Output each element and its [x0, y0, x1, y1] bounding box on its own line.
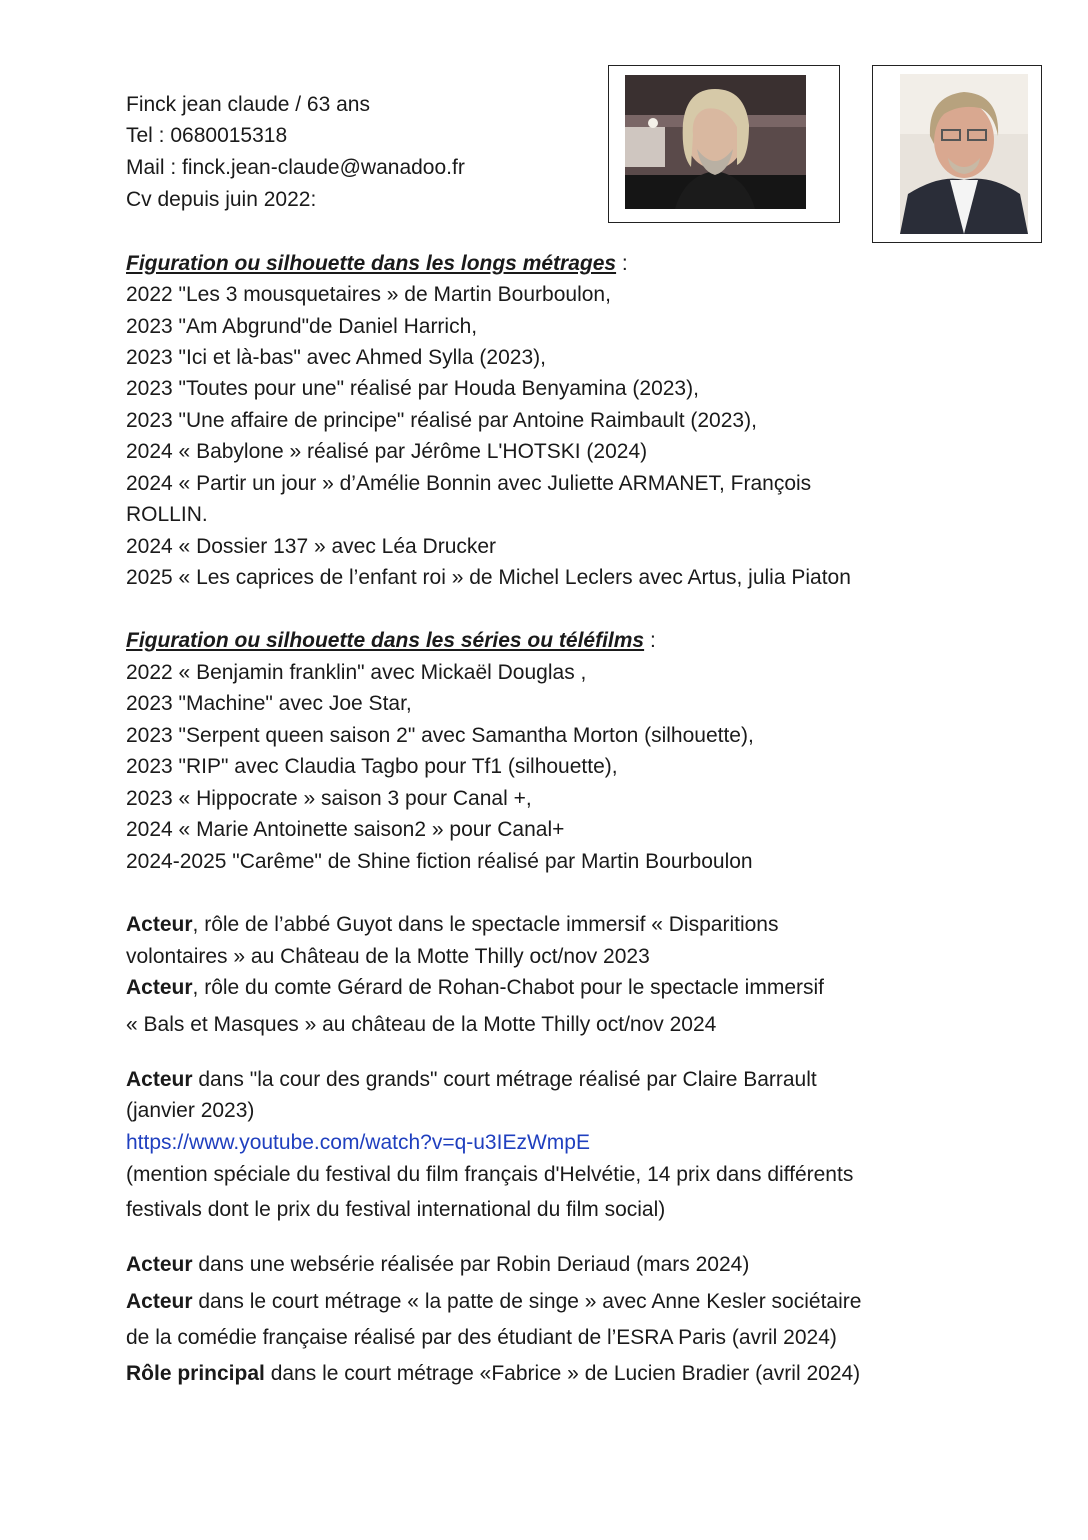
short-film-role-2 — [126, 1286, 861, 1317]
photo-frame-1 — [608, 65, 840, 223]
portrait-photo-1 — [625, 75, 806, 209]
list-item: 2023 "Am Abgrund"de Daniel Harrich, — [126, 315, 478, 338]
short-film-role-2-cont: de la comédie française réalisé par des étudiant de l’ESRA Paris (avril 2024) — [126, 1326, 837, 1349]
role-label: Acteur — [126, 1253, 193, 1276]
heading-colon: : — [644, 629, 656, 652]
list-item: 2023 "RIP" avec Claudia Tagbo pour Tf1 (silhouette), — [126, 755, 618, 778]
list-item: 2025 « Les caprices de l’enfant roi » de Michel Leclers avec Artus, julia Piaton — [126, 566, 851, 589]
series-heading: Figuration ou silhouette dans les séries ou téléfilms — [126, 629, 645, 652]
short-film-date: (janvier 2023) — [126, 1099, 255, 1122]
role-description: dans une websérie réalisée par Robin Deriaud (mars 2024) — [192, 1253, 750, 1276]
role-description: dans le court métrage « la patte de singe » avec Anne Kesler sociétaire — [192, 1290, 862, 1313]
role-description: dans "la cour des grands" court métrage réalisé par Claire Barrault — [192, 1068, 817, 1091]
youtube-link[interactable]: https://www.youtube.com/watch?v=q-u3IEzWmpE — [126, 1131, 590, 1154]
phone: Tel : 0680015318 — [126, 124, 288, 147]
email: Mail : finck.jean-claude@wanadoo.fr — [126, 156, 465, 179]
heading-colon: : — [616, 252, 628, 275]
list-item: 2022 « Benjamin franklin" avec Mickaël Douglas , — [126, 661, 587, 684]
list-item: 2023 "Ici et là-bas" avec Ahmed Sylla (2023), — [126, 346, 546, 369]
list-item: 2023 "Une affaire de principe" réalisé par Antoine Raimbault (2023), — [126, 409, 757, 432]
photo-frame-2 — [872, 65, 1042, 243]
stage-role-2-cont: « Bals et Masques » au château de la Motte Thilly oct/nov 2024 — [126, 1013, 717, 1036]
stage-role-1 — [126, 909, 778, 940]
list-item: ROLLIN. — [126, 503, 208, 526]
stage-role-1-cont: volontaires » au Château de la Motte Thilly oct/nov 2023 — [126, 945, 650, 968]
role-label: Acteur — [126, 913, 193, 936]
feature-films-heading-line — [126, 248, 628, 279]
list-item: 2022 "Les 3 mousquetaires » de Martin Bourboulon, — [126, 283, 611, 306]
role-description: , rôle de l’abbé Guyot dans le spectacle immersif « Disparitions — [192, 913, 779, 936]
list-item: 2024 « Dossier 137 » avec Léa Drucker — [126, 535, 497, 558]
role-label: Acteur — [126, 1290, 193, 1313]
feature-films-heading: Figuration ou silhouette dans les longs métrages — [126, 252, 617, 275]
stage-role-2 — [126, 972, 824, 1003]
award-note-2: festivals dont le prix du festival international du film social) — [126, 1198, 666, 1221]
list-item: 2024 « Marie Antoinette saison2 » pour Canal+ — [126, 818, 565, 841]
list-item: 2023 "Toutes pour une" réalisé par Houda Benyamina (2023), — [126, 377, 699, 400]
list-item: 2023 "Machine" avec Joe Star, — [126, 692, 412, 715]
role-label: Rôle principal — [126, 1362, 265, 1385]
portrait-photo-2 — [900, 74, 1028, 234]
role-description: dans le court métrage «Fabrice » de Lucien Bradier (avril 2024) — [264, 1362, 861, 1385]
cv-since: Cv depuis juin 2022: — [126, 188, 317, 211]
list-item: 2024-2025 "Carême" de Shine fiction réalisé par Martin Bourboulon — [126, 850, 753, 873]
short-film-role — [126, 1064, 817, 1095]
list-item: 2024 « Partir un jour » d’Amélie Bonnin avec Juliette ARMANET, François — [126, 472, 812, 495]
webseries-role — [126, 1249, 749, 1280]
list-item: 2024 « Babylone » réalisé par Jérôme L'HOTSKI (2024) — [126, 440, 648, 463]
award-note-1: (mention spéciale du festival du film français d'Helvétie, 14 prix dans différents — [126, 1163, 854, 1186]
name-age: Finck jean claude / 63 ans — [126, 93, 370, 116]
role-label: Acteur — [126, 1068, 193, 1091]
role-label: Acteur — [126, 976, 193, 999]
series-heading-line — [126, 625, 656, 656]
role-description: , rôle du comte Gérard de Rohan-Chabot pour le spectacle immersif — [192, 976, 824, 999]
list-item: 2023 "Serpent queen saison 2" avec Samantha Morton (silhouette), — [126, 724, 754, 747]
list-item: 2023 « Hippocrate » saison 3 pour Canal +, — [126, 787, 532, 810]
lead-role — [126, 1358, 860, 1389]
